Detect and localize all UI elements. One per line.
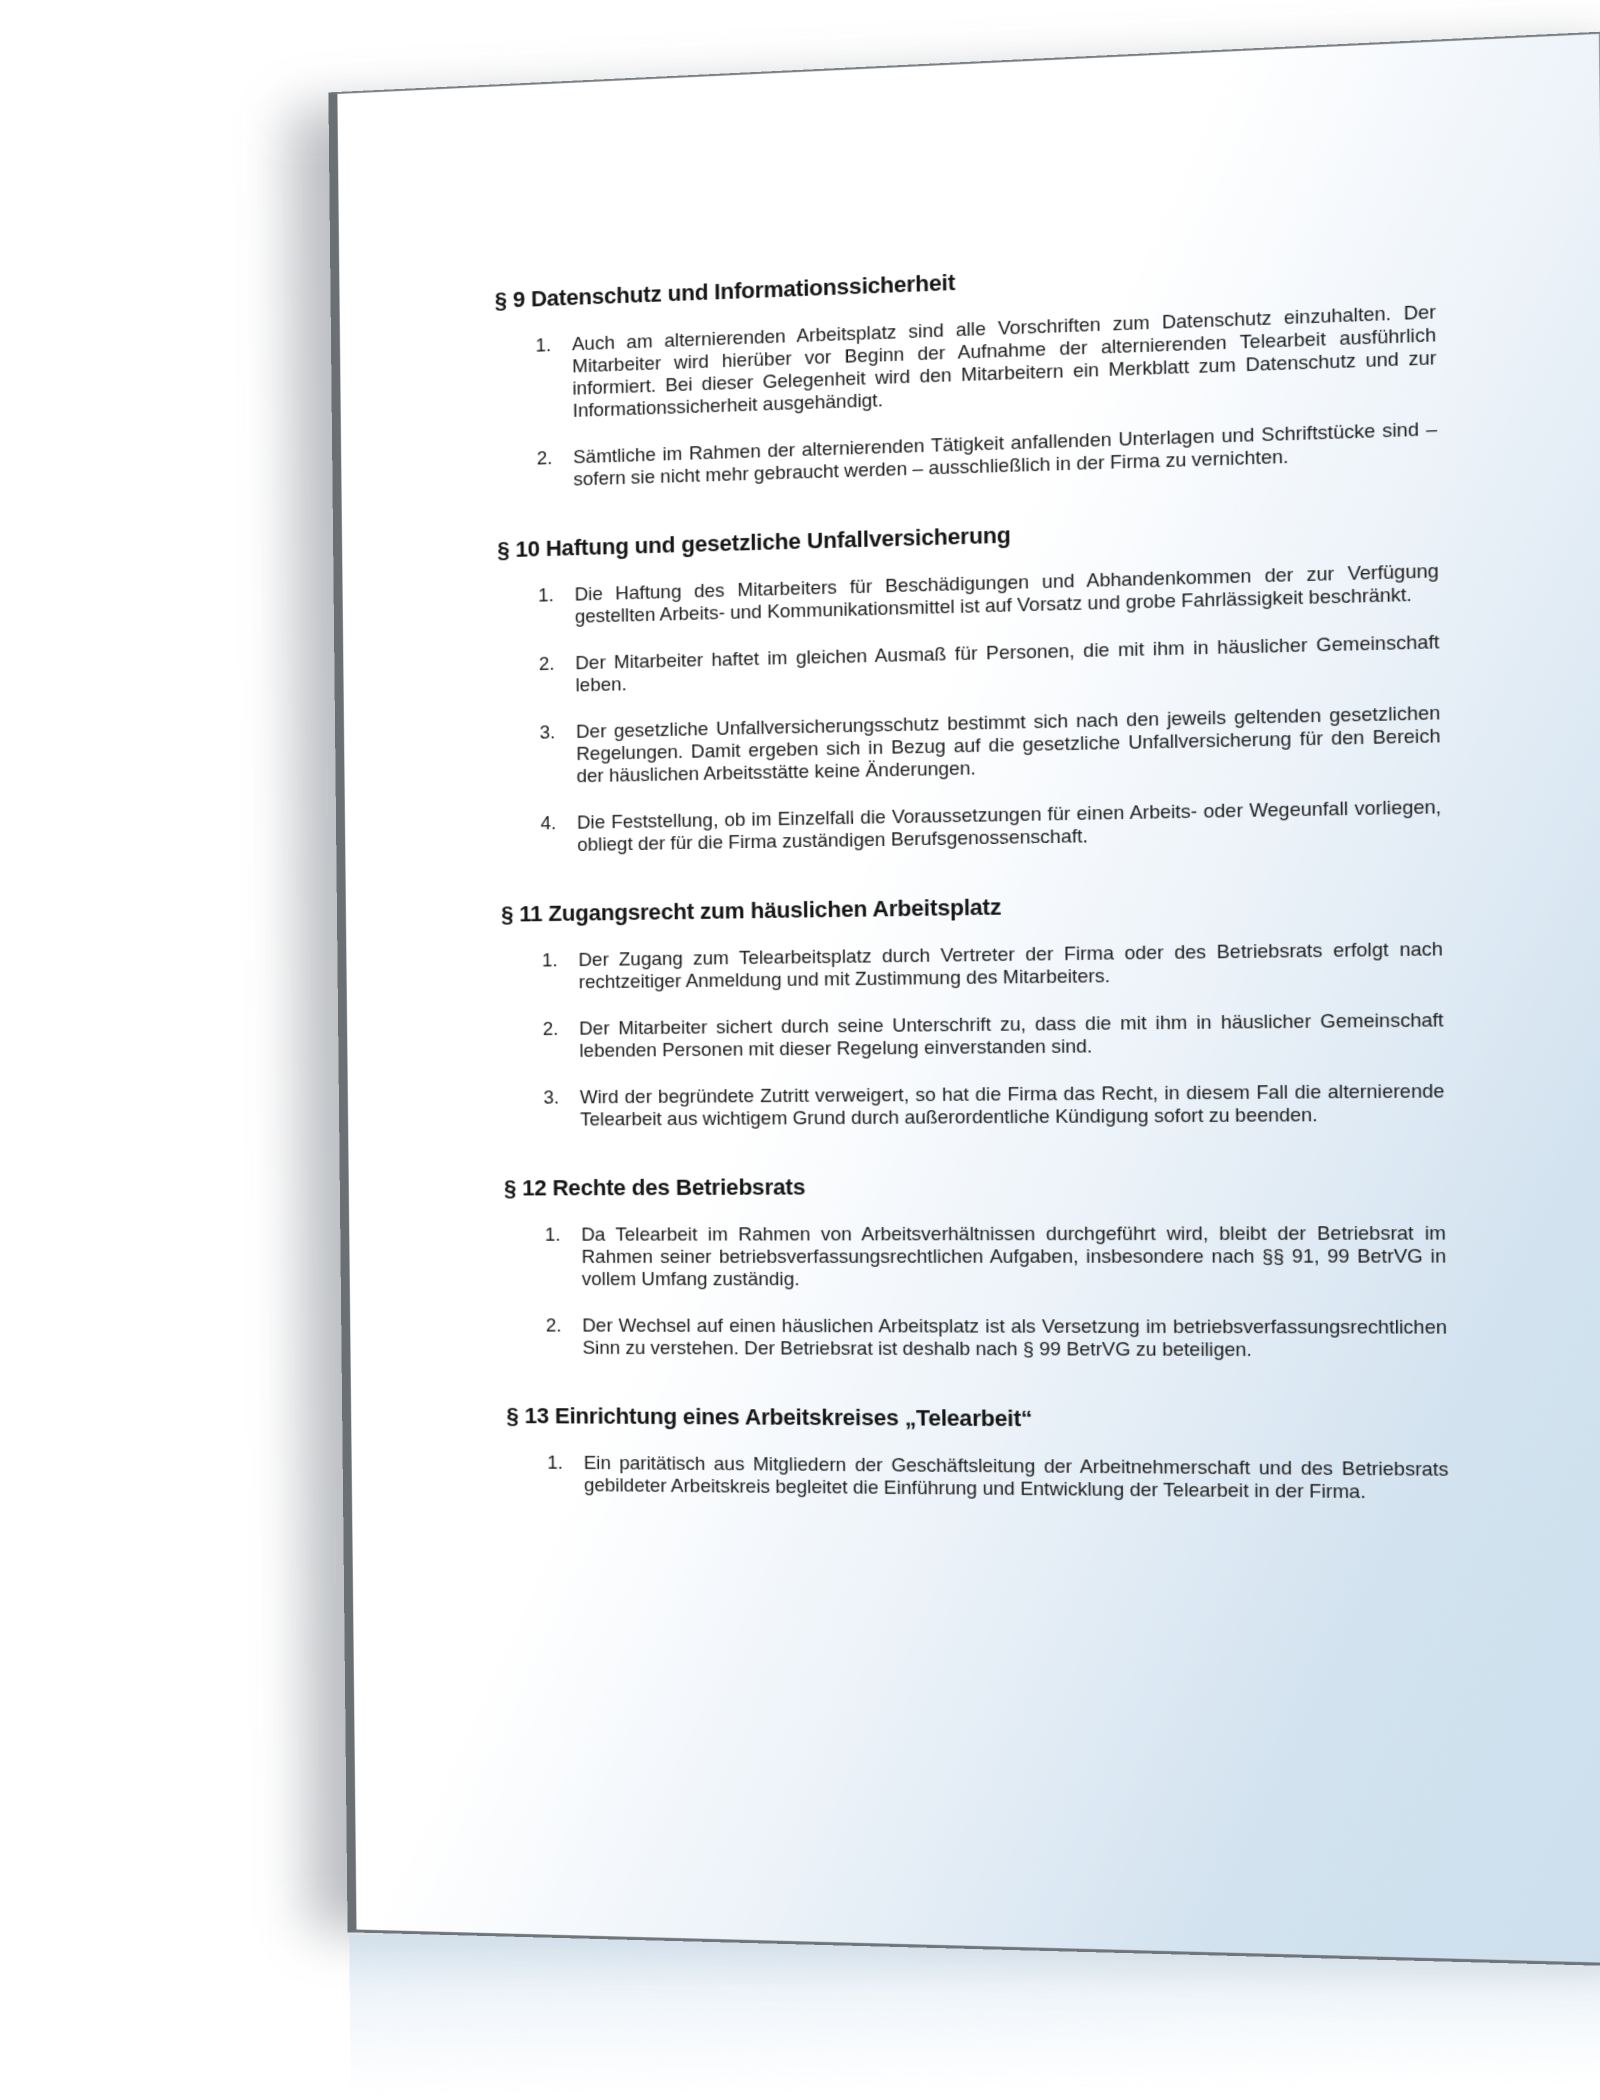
section-list	[502, 938, 1445, 1131]
item-text: Ein paritätisch aus Mitgliedern der Geschäftsleitung der Arbeitnehmerschaft und des Betriebsrats gebildeter Arbeitskreis begleitet die Einführung und Entwicklung der Telearbeit in der Firma.	[583, 1451, 1449, 1503]
item-number: 1.	[547, 1451, 564, 1473]
list-item	[535, 301, 1436, 424]
item-text: Sämtliche im Rahmen der alternierenden Tätigkeit anfallenden Unterlagen und Schriftstücke sind – sofern sie nicht mehr gebraucht werden – ausschließlich in der Firma zu vernichten.	[573, 417, 1438, 490]
item-text: Der Wechsel auf einen häuslichen Arbeitsplatz ist als Versetzung im betriebsverfassungsrechtlichen Sinn zu verstehen. Der Betriebsrat ist deshalb nach § 99 BetrVG zu beteiligen.	[582, 1314, 1448, 1361]
item-number: 4.	[540, 811, 557, 834]
page-content	[495, 251, 1450, 1550]
list-item	[539, 631, 1440, 698]
section-list	[504, 1222, 1447, 1362]
section-13	[506, 1403, 1449, 1504]
list-item	[540, 796, 1441, 857]
list-item	[546, 1314, 1448, 1361]
item-number: 2.	[536, 446, 553, 469]
item-number: 2.	[538, 652, 555, 675]
section-9	[495, 251, 1438, 493]
section-12	[504, 1172, 1447, 1362]
section-heading: § 13 Einrichtung eines Arbeitskreises „Telearbeit“	[506, 1402, 1033, 1432]
item-number: 1.	[538, 584, 554, 606]
list-item	[540, 702, 1441, 788]
item-text: Der Mitarbeiter haftet im gleichen Ausmaß für Personen, die mit ihm in häuslicher Gemeinschaft leben.	[575, 630, 1440, 696]
section-list	[498, 560, 1442, 858]
item-number: 1.	[544, 1223, 561, 1245]
item-text: Da Telearbeit im Rahmen von Arbeitsverhältnissen durchgeführt wird, bleibt der Betriebsrat im Rahmen seiner betriebsverfassungsrechtlichen Aufgaben, insbesondere nach §§ 91, 99 BetrVG in vollem Umfang zuständig.	[581, 1221, 1447, 1290]
item-text: Der Mitarbeiter sichert durch seine Unterschrift zu, dass die mit ihm in häuslicher Gemeinschaft lebenden Personen mit dieser Regelung einverstanden sind.	[579, 1008, 1444, 1061]
item-text: Der Zugang zum Telearbeitsplatz durch Vertreter der Firma oder des Betriebsrats erfolgt nach rechtzeitiger Anmeldung und mit Zustimmung des Mitarbeiters.	[578, 937, 1443, 993]
document-page	[328, 32, 1600, 1967]
list-item	[543, 1080, 1444, 1131]
list-item	[543, 1009, 1444, 1063]
section-heading: § 11 Zugangsrecht zum häuslichen Arbeitsplatz	[501, 894, 1002, 927]
section-heading: § 10 Haftung und gesetzliche Unfallversicherung	[497, 522, 1011, 563]
list-item	[542, 938, 1443, 994]
item-number: 1.	[535, 333, 552, 356]
list-item	[538, 560, 1439, 629]
item-number: 2.	[545, 1314, 562, 1336]
section-heading: § 9 Datenschutz und Informationssicherheit	[494, 269, 956, 313]
item-number: 2.	[542, 1017, 559, 1040]
section-11	[501, 888, 1445, 1132]
item-text: Die Feststellung, ob im Einzelfall die Voraussetzungen für einen Arbeits- oder Wegeunfall vorliegen, obliegt der für die Firma zuständigen Berufsgenossenschaft.	[576, 795, 1442, 855]
item-text: Der gesetzliche Unfallversicherungsschutz bestimmt sich nach den jeweils geltenden gesetzlichen Regelungen. Damit ergeben sich in Bezug auf die gesetzliche Unfallversicherung für den Bereich der häuslichen Arbeitsstätte keine Änderungen.	[575, 701, 1441, 787]
section-10	[497, 509, 1441, 857]
item-text: Auch am alternierenden Arbeitsplatz sind alle Vorschriften zum Datenschutz einzuhalten. Der Mitarbeiter wird hierüber vor Beginn der Aufnahme der alternierenden Telearbeit ausführlich informiert. Bei dieser Gelegenheit wird den Mitarbeitern ein Merkblatt zum Datenschutz und zur Informationssicherheit ausgehändigt.	[571, 300, 1437, 421]
item-number: 3.	[543, 1086, 560, 1108]
section-heading: § 12 Rechte des Betriebsrats	[503, 1174, 806, 1201]
section-list	[507, 1451, 1449, 1504]
list-item	[545, 1222, 1447, 1291]
list-item	[547, 1452, 1449, 1504]
item-number: 3.	[539, 721, 556, 743]
item-number: 1.	[541, 949, 558, 971]
item-text: Wird der begründete Zutritt verweigert, so hat die Firma das Recht, in diesem Fall die alternierende Telearbeit aus wichtigem Grund durch außerordentliche Kündigung sofort zu beenden.	[579, 1079, 1445, 1130]
list-item	[537, 418, 1438, 492]
item-text: Die Haftung des Mitarbeiters für Beschädigungen und Abhandenkommen der zur Verfügung gestellten Arbeits- und Kommunikationsmittel ist auf Vorsatz und grobe Fahrlässigkeit beschränkt.	[574, 559, 1439, 627]
section-list	[495, 301, 1437, 493]
